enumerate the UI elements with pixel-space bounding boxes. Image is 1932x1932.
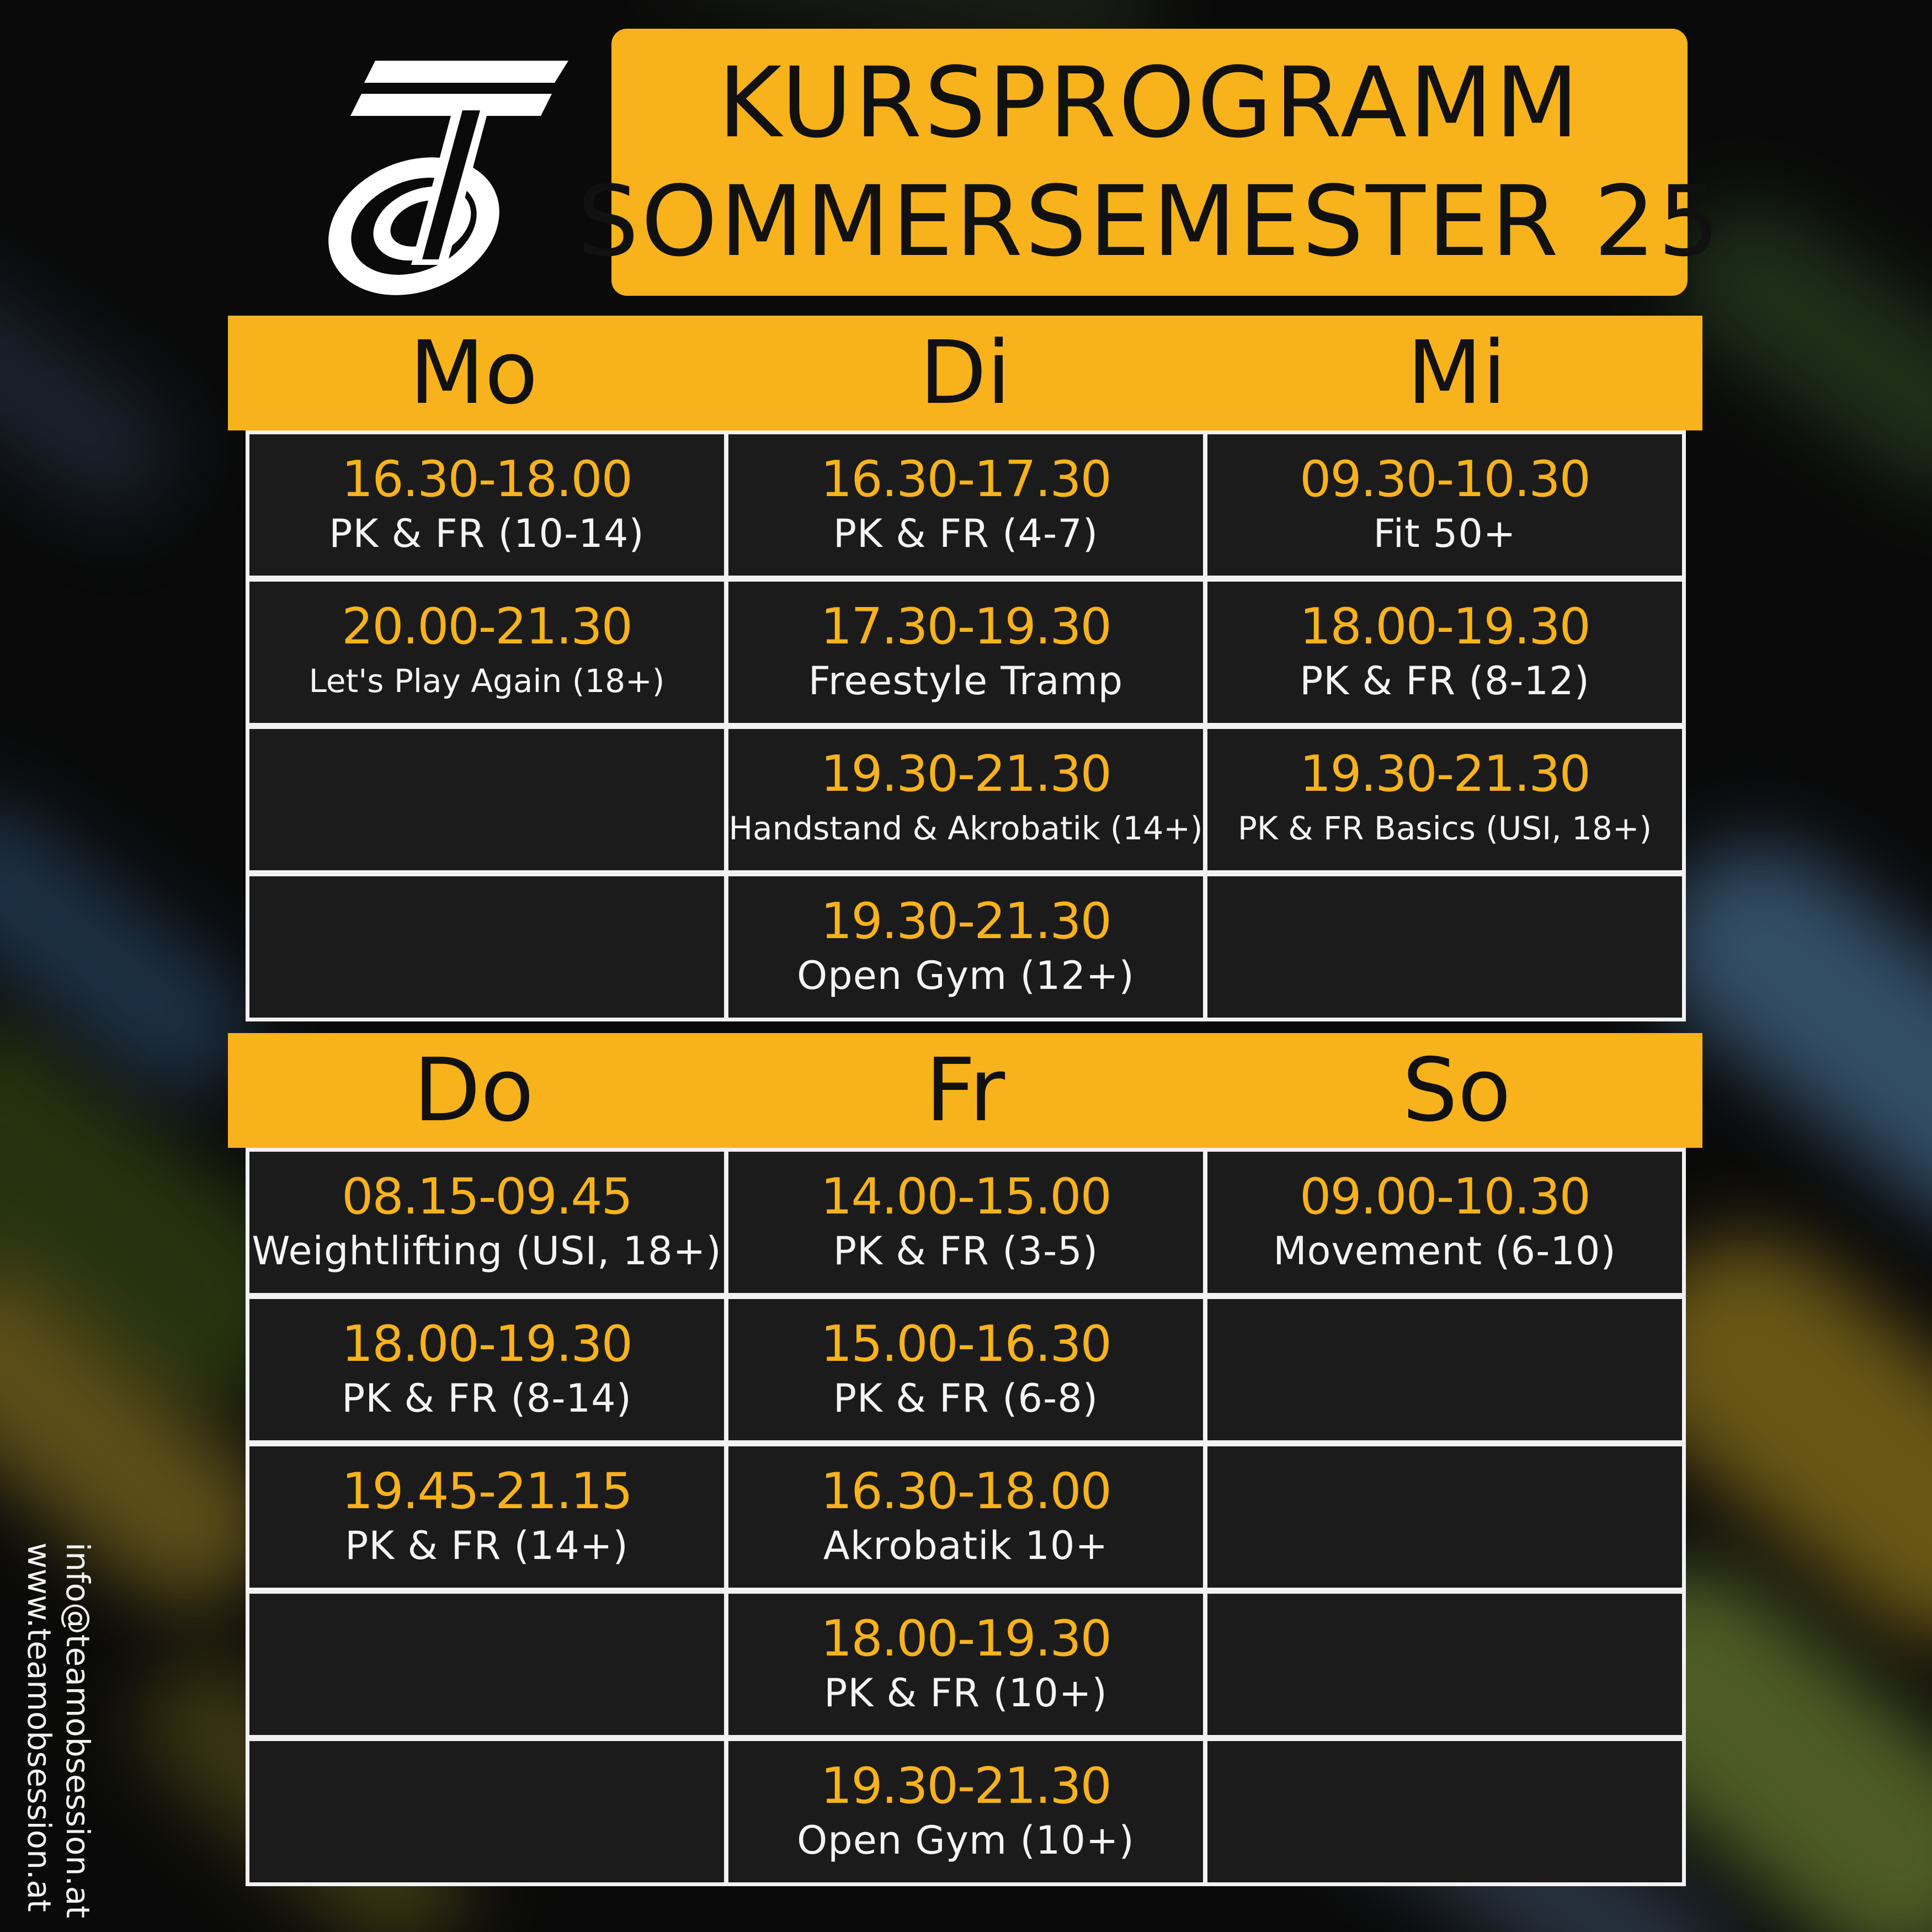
title-line-1: KURSPROGRAMM: [717, 46, 1582, 159]
course-name: Fit 50+: [1373, 511, 1516, 556]
day-header-mo: Mo: [409, 322, 538, 424]
course-name: Weightlifting (USI, 18+): [252, 1228, 722, 1274]
course-slot-empty: [1204, 1590, 1686, 1739]
course-name: PK & FR (10-14): [329, 511, 645, 556]
course-slot: [1204, 578, 1686, 727]
course-time: 17.30-19.30: [821, 598, 1111, 656]
day-header-do: Do: [413, 1040, 534, 1141]
course-slot: [725, 430, 1207, 579]
course-slot: [725, 872, 1207, 1021]
course-name: Open Gym (12+): [797, 953, 1135, 998]
course-name: Let's Play Again (18+): [308, 662, 665, 700]
course-name: PK & FR (10+): [824, 1670, 1108, 1716]
course-name: PK & FR Basics (USI, 18+): [1237, 810, 1652, 847]
column-mi: [1205, 432, 1684, 1020]
course-name: Open Gym (10+): [797, 1818, 1135, 1863]
course-name: PK & FR (6-8): [833, 1376, 1099, 1421]
course-slot: [725, 1148, 1207, 1297]
course-time: 08.15-09.45: [342, 1168, 632, 1226]
course-name: PK & FR (3-5): [833, 1228, 1099, 1274]
course-time: 15.00-16.30: [821, 1315, 1111, 1373]
course-slot-empty: [1204, 1443, 1686, 1592]
course-time: 19.45-21.15: [342, 1462, 632, 1520]
course-time: 09.30-10.30: [1300, 450, 1590, 508]
course-time: 16.30-18.00: [342, 450, 632, 508]
course-slot: [725, 578, 1207, 727]
course-name: PK & FR (14+): [345, 1523, 629, 1568]
contact-info: [11, 1542, 99, 1918]
team-logo: [309, 55, 579, 298]
day-header-row-2: [228, 1033, 1702, 1148]
schedule-grid-1: [247, 432, 1684, 1020]
course-slot: [246, 1443, 728, 1592]
title-line-2: SOMMERSEMESTER 25: [577, 165, 1722, 278]
day-header-so: So: [1402, 1040, 1511, 1141]
column-mo: [247, 432, 726, 1020]
course-time: 18.00-19.30: [821, 1610, 1111, 1668]
course-slot: [1204, 725, 1686, 874]
course-slot: [1204, 430, 1686, 579]
course-slot-empty: [1204, 1737, 1686, 1886]
course-time: 19.30-21.30: [1300, 745, 1590, 803]
course-slot: [725, 725, 1207, 874]
team-obsession-logo-icon: [309, 55, 579, 298]
course-slot: [725, 1443, 1207, 1592]
column-fr: [726, 1149, 1205, 1885]
bg-streak: [0, 247, 198, 536]
course-name: PK & FR (8-12): [1300, 658, 1590, 704]
column-so: [1205, 1149, 1684, 1885]
course-slot: [1204, 1148, 1686, 1297]
course-name: PK & FR (8-14): [342, 1376, 632, 1421]
course-time: 16.30-18.00: [821, 1462, 1111, 1520]
course-slot: [725, 1737, 1207, 1886]
course-time: 19.30-21.30: [821, 892, 1111, 950]
course-slot: [246, 1148, 728, 1297]
course-slot-empty: [246, 872, 728, 1021]
course-time: 20.00-21.30: [342, 598, 632, 656]
course-name: Movement (6-10): [1273, 1228, 1616, 1274]
course-name: Freestyle Tramp: [808, 658, 1124, 704]
title-banner: [577, 29, 1722, 296]
course-time: 14.00-15.00: [821, 1168, 1111, 1226]
column-do: [247, 1149, 726, 1885]
course-time: 18.00-19.30: [1300, 598, 1590, 656]
course-slot-empty: [246, 1737, 728, 1886]
column-di: [726, 432, 1205, 1020]
day-header-row-1: [228, 316, 1702, 430]
course-slot-empty: [246, 1590, 728, 1739]
day-header-mi: Mi: [1407, 322, 1507, 424]
course-slot: [725, 1590, 1207, 1739]
contact-website[interactable]: www.teamobsession.at: [20, 1542, 58, 1912]
course-time: 18.00-19.30: [342, 1315, 632, 1373]
course-name: Akrobatik 10+: [823, 1523, 1109, 1568]
course-name: PK & FR (4-7): [833, 511, 1099, 556]
course-slot: [246, 1295, 728, 1444]
course-slot: [725, 1295, 1207, 1444]
course-name: Handstand & Akrobatik (14+): [728, 810, 1203, 847]
course-time: 19.30-21.30: [821, 1757, 1111, 1815]
course-slot: [246, 578, 728, 727]
contact-email[interactable]: info@teamobsession.at: [59, 1542, 97, 1918]
day-header-di: Di: [919, 322, 1011, 424]
course-slot-empty: [1204, 1295, 1686, 1444]
day-header-fr: Fr: [925, 1040, 1005, 1141]
course-time: 16.30-17.30: [821, 450, 1111, 508]
course-slot-empty: [246, 725, 728, 874]
course-time: 09.00-10.30: [1300, 1168, 1590, 1226]
course-slot-empty: [1204, 872, 1686, 1021]
course-slot: [246, 430, 728, 579]
course-time: 19.30-21.30: [821, 745, 1111, 803]
schedule-grid-2: [247, 1149, 1684, 1885]
